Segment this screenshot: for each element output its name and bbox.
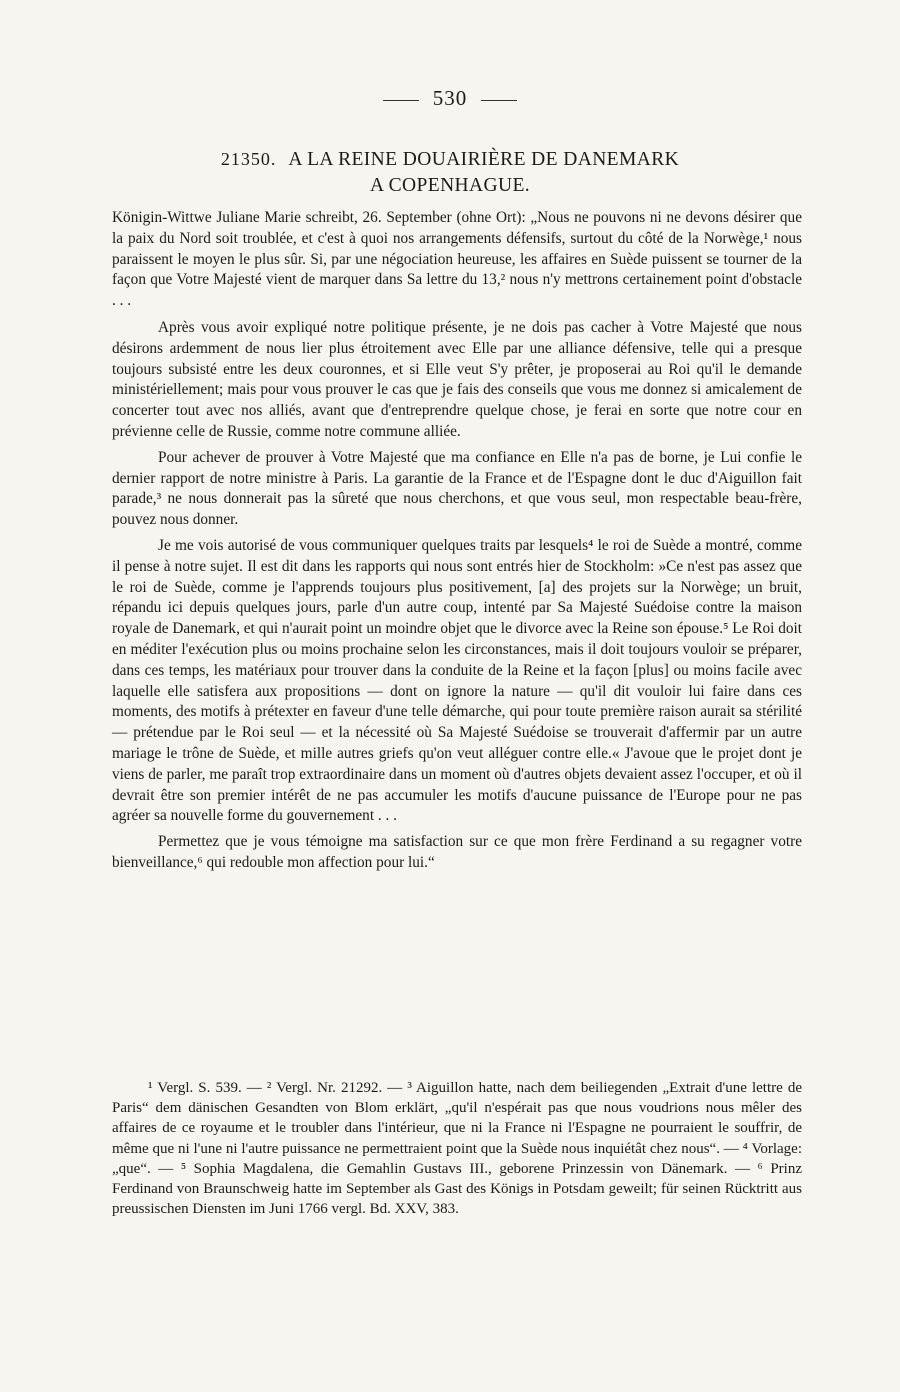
page-header bbox=[0, 86, 900, 111]
title-line-2: A COPENHAGUE. bbox=[369, 175, 531, 196]
page-number: 530 bbox=[432, 86, 468, 110]
paragraph-4: Je me vois autorisé de vous communiquer quelques traits par lesquels⁴ le roi de Suède a montré, comme il pense à notre sujet. Il est dit dans les rapports qui nous sont entrés hier de Stockholm: »Ce n'est pas assez que le roi de Suède, comme je l'apprends toujours plus positivement, [a] des projets sur la Norwège; un bruit, répandu ici depuis quelques jours, parle d'un autre coup, intenté par Sa Majesté Suédoise contre la maison royale de Danemark, et qui n'aurait point un moindre objet que le divorce avec la Reine son épouse.⁵ Le Roi doit en méditer l'exécution plus ou moins prochaine selon les circonstances, mais il doit toujours vouloir se préparer, dans ces temps, les matériaux pour trouver dans la conduite de la Reine et la façon [plus] ou moins facile avec laquelle elle satisfera aux propositions — dont on ignore la nature — qu'il dit vouloir lui faire dans ces moments, des motifs à prétexter en faveur d'une telle démarche, qui pour toute première raison aurait sa stérilité — prétendue par le Roi seul — et la nécessité où Sa Majesté Suédoise se trouverait d'affermir par un autre mariage le trône de Suède, et mille autres griefs qu'on veut alléguer contre elle.« J'avoue que le projet dont je viens de parler, me paraît trop extraordinaire dans un moment où d'autres objets devaient assez l'occuper, et où il devrait être son premier intérêt de ne pas accumuler les motifs d'aucune puissance de l'Europe pour ne pas agréer sa nouvelle forme du gouvernement . . . bbox=[112, 536, 802, 825]
paragraph-1: Königin-Wittwe Juliane Marie schreibt, 26. September (ohne Ort): „Nous ne pouvons ni ne devons désirer que la paix du Nord soit troublée, et c'est à quoi nos arrangements défensifs, surtout du côté de la Norwège,¹ nous paraissent le moyen le plus sûr. Si, par une négociation heureuse, les affaires en Suède puissent se tourner de la façon que Votre Majesté vient de marquer dans Sa lettre du 13,² nous n'y mettrons certainement point d'obstacle . . . bbox=[112, 209, 802, 310]
paragraph-3: Pour achever de prouver à Votre Majesté que ma confiance en Elle n'a pas de borne, je Lui confie le dernier rapport de notre ministre à Paris. La garantie de la France et de l'Espagne dont le duc d'Aiguillon fait parade,³ ne nous donnerait pas la sûreté que nous cherchons, et que vous seul, mon respectable beau-frère, pouvez nous donner. bbox=[112, 448, 802, 529]
title-line-1: A LA REINE DOUAIRIÈRE DE DANEMARK bbox=[288, 149, 680, 170]
footnotes: ¹ Vergl. S. 539. — ² Vergl. Nr. 21292. — ³ Aiguillon hatte, nach dem beiliegenden „Extrait d'une lettre de Paris“ dem dänischen Gesandten von Blom erklärt, „qu'il n'espérait pas que nous voudrions nous mêler des affaires de ce royaume et le troubler dans l'intérieur, que ni la France ni l'Espagne ne pourraient le souffrir, de même que ni l'une ni l'autre puissance ne permettraient point que la Suède nous inquiétât chez nous“. — ⁴ Vorlage: „que“. — ⁵ Sophia Magdalena, die Gemahlin Gustavs III., geborene Prinzessin von Dänemark. — ⁶ Prinz Ferdinand von Braunschweig hatte im September als Gast des Königs in Potsdam geweilt; für seinen Rücktritt aus preussischen Diensten im Juni 1766 vergl. Bd. XXV, 383. bbox=[112, 1080, 802, 1218]
letter-number: 21350. bbox=[220, 149, 277, 169]
paragraph-2: Après vous avoir expliqué notre politique présente, je ne dois pas cacher à Votre Majesté que nous désirons ardemment de nous lier plus étroitement avec Elle par une alliance défensive, telle qui a presque toujours subsisté entre les deux couronnes, et si Elle veut S'y prêter, je proposerai au Roi qu'il le demande ministériellement; mais pour vous prouver le cas que je fais des conseils que vous me donnez si amicalement de concerter tout avec nos alliés, avant que d'entreprendre quelque chose, je ferai en sorte que notre cour en prévienne celle de Russie, comme notre commune alliée. bbox=[112, 318, 802, 440]
letter-title bbox=[110, 146, 790, 199]
letter-body bbox=[112, 208, 802, 879]
header-rule-left bbox=[383, 100, 419, 101]
paragraph-5: Permettez que je vous témoigne ma satisfaction sur ce que mon frère Ferdinand a su regagner votre bienveillance,⁶ qui redouble mon affection pour lui.“ bbox=[112, 833, 802, 871]
header-rule-right bbox=[481, 100, 517, 101]
